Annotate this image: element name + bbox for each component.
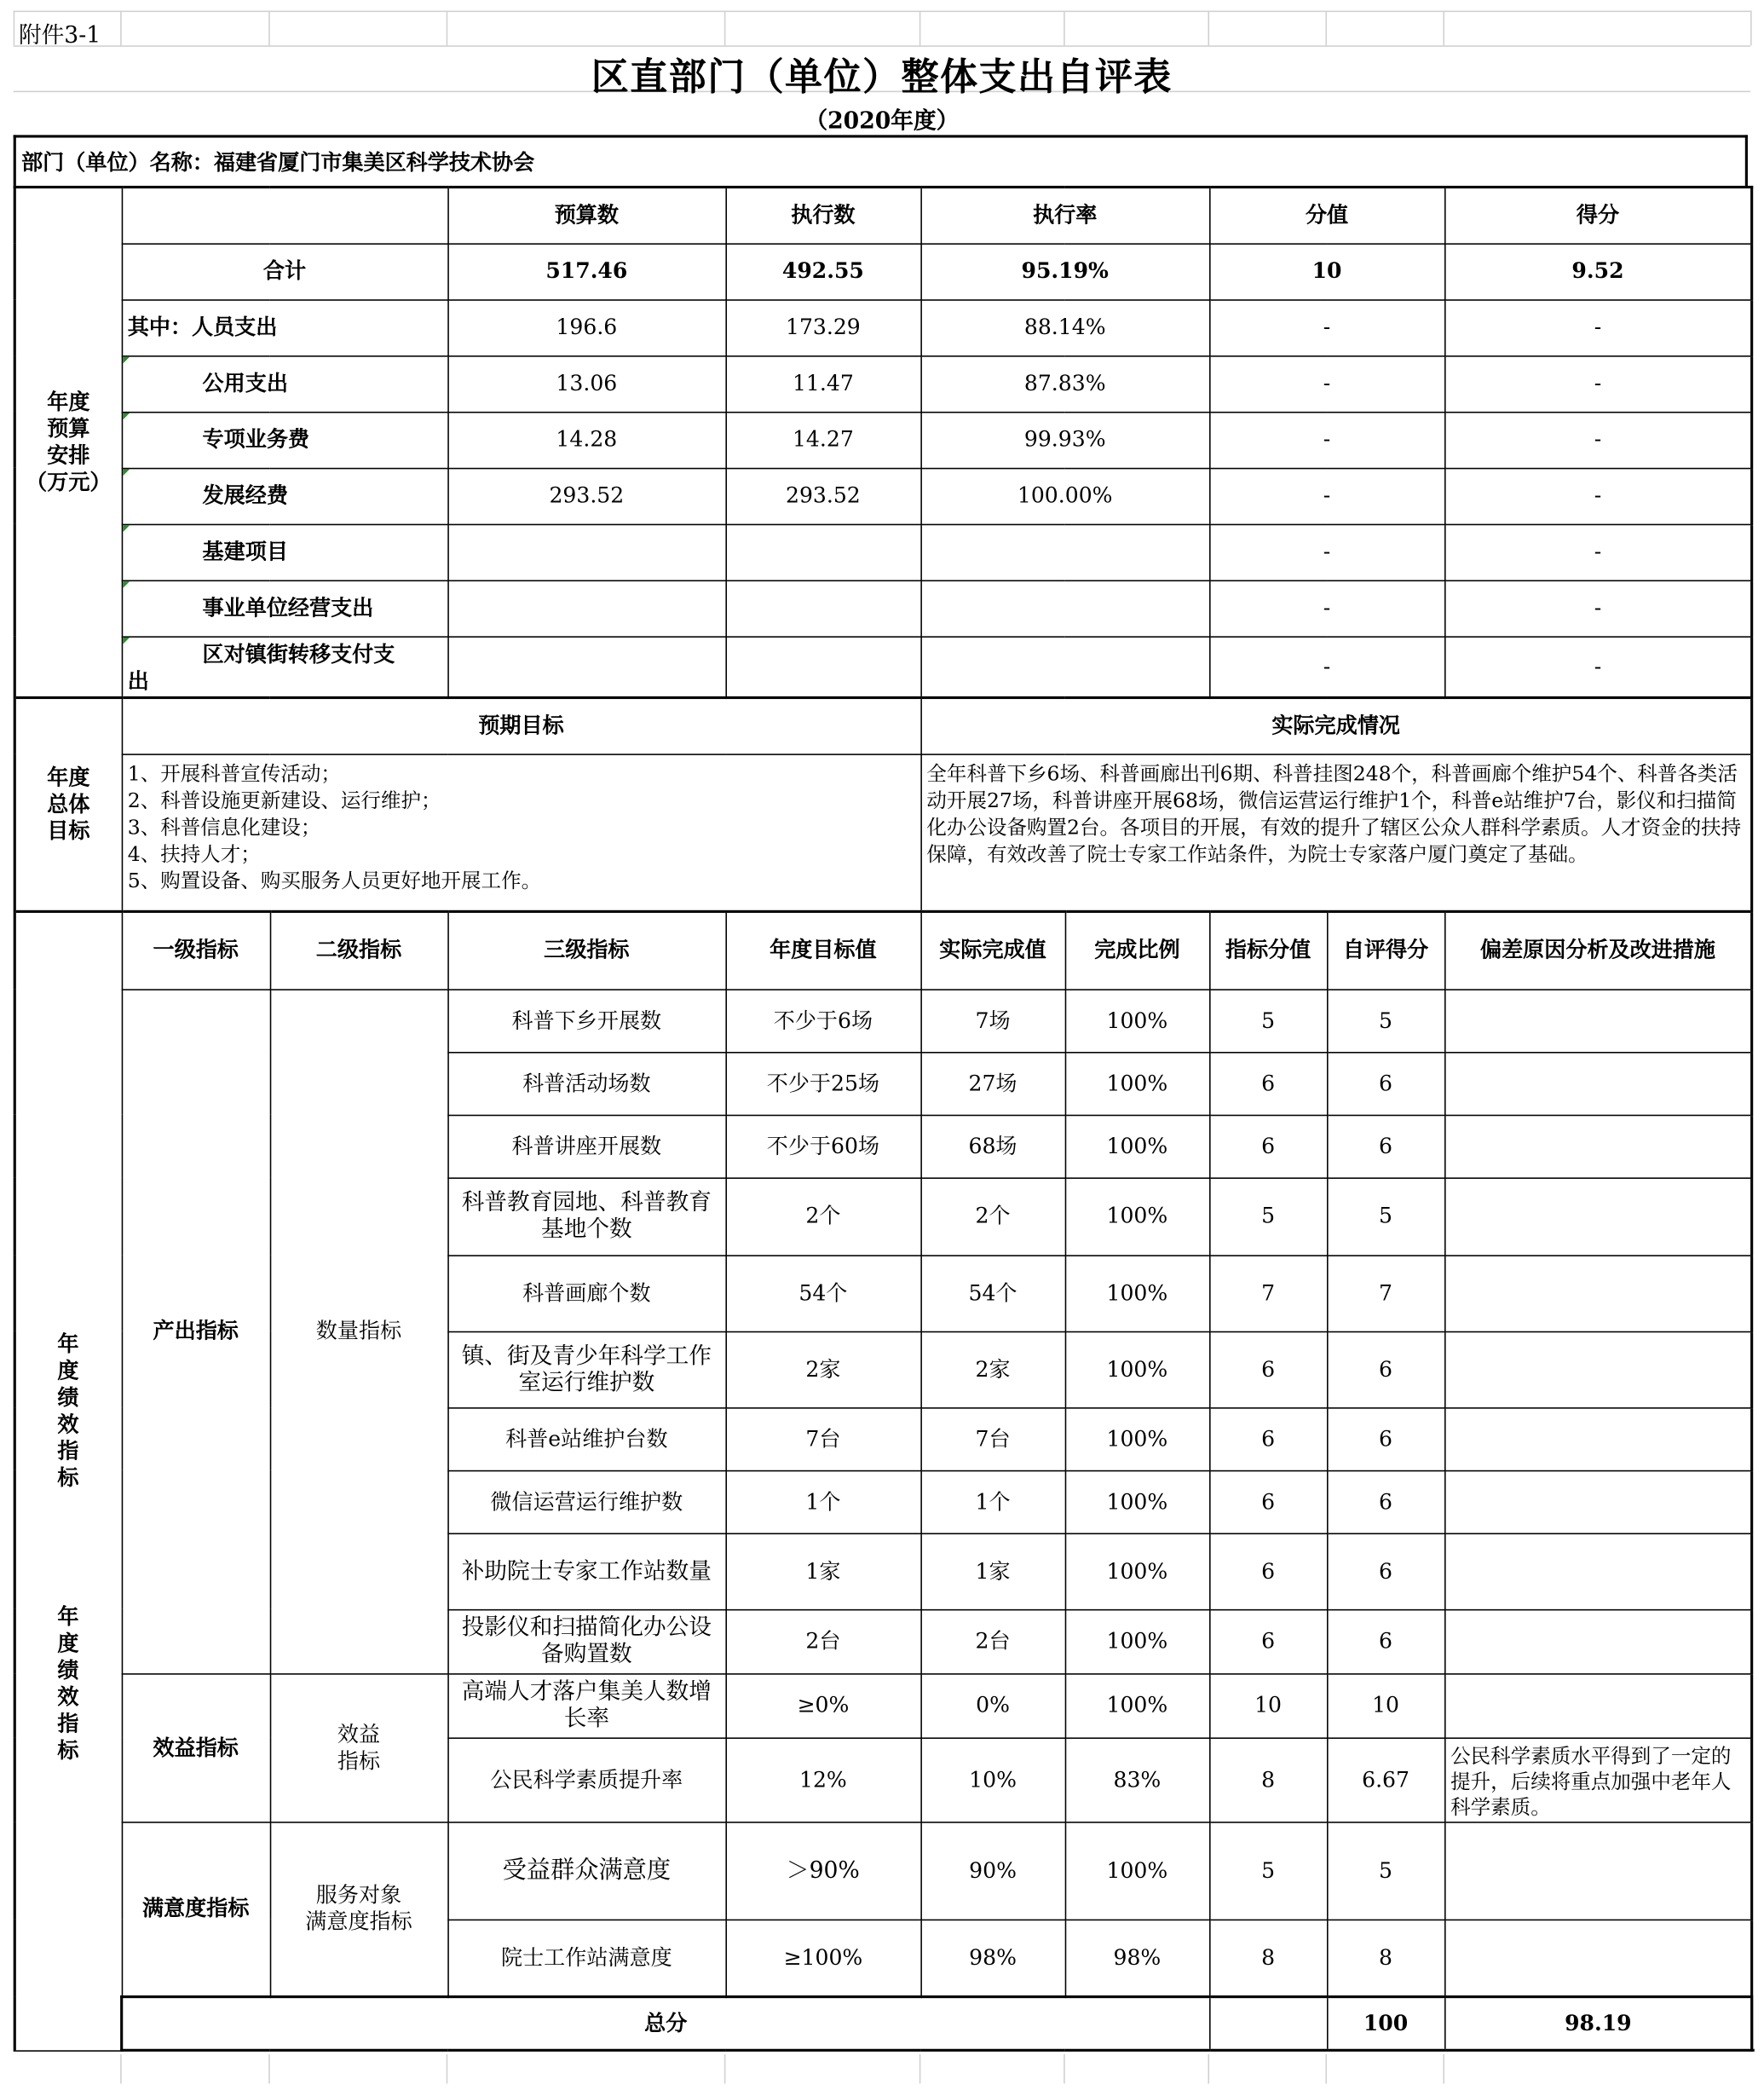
table-row: 补助院士专家工作站数量 1家 1家 100% 6 6 bbox=[14, 1533, 1751, 1608]
level1-satisfaction: 满意度指标 bbox=[122, 1822, 270, 1996]
level2-benefit: 效益 指标 bbox=[270, 1673, 448, 1822]
budget-row: 区对镇街转移支付支 出 - - bbox=[14, 636, 1751, 697]
actual-results-text: 全年科普下乡6场、科普画廊出刊6期、科普挂图248个，科普画廊个维护54个、科普各类活动开展27场，科普讲座开展68场，微信运营运行维护1个，科普e站维护7台，影仪和扫描简化办公设备购置2台。各项目的开展，有效的提升了辖区公众人群科学素质。人才资金的扶持保障，有效改善了院士专家工作站条件，为院士专家落户厦门奠定了基础。 bbox=[920, 754, 1751, 911]
department-name: 部门（单位）名称：福建省厦门市集美区科学技术协会 bbox=[14, 135, 1748, 186]
total-score: 98.19 bbox=[1444, 1997, 1752, 2051]
budget-row: 发展经费 293.52 293.52 100.00% - - bbox=[14, 468, 1751, 524]
table-row: 公民科学素质提升率 12% 10% 83% 8 6.67 公民科学素质水平得到了一定的提升，后续将重点加强中老年人科学素质。 bbox=[14, 1737, 1751, 1822]
grid-line bbox=[14, 45, 1750, 47]
col-header-ratio: 完成比例 bbox=[1065, 911, 1209, 989]
evaluation-table bbox=[14, 186, 1754, 2052]
rate-header: 执行率 bbox=[920, 188, 1209, 244]
score-header: 得分 bbox=[1444, 188, 1752, 244]
exec-header: 执行数 bbox=[725, 188, 920, 244]
level1-output: 产出指标 bbox=[122, 989, 270, 1673]
page-title: 区直部门（单位）整体支出自评表 bbox=[591, 55, 1173, 100]
budget-row: 其中：人员支出 196.6 173.29 88.14% - - bbox=[14, 299, 1751, 355]
grid-line bbox=[268, 11, 270, 46]
table-row: 效益指标 效益 指标 高端人才落户集美人数增长率 ≥0% 0% 100% 10 10 bbox=[14, 1673, 1751, 1737]
level1-benefit: 效益指标 bbox=[122, 1673, 270, 1822]
col-header-level1: 一级指标 bbox=[122, 911, 270, 989]
col-header-weight: 指标分值 bbox=[1209, 911, 1327, 989]
annex-label: 附件3-1 bbox=[18, 22, 101, 50]
grid-line bbox=[919, 2054, 921, 2083]
table-row: 科普讲座开展数 不少于60场 68场 100% 6 6 bbox=[14, 1115, 1751, 1178]
col-header-target: 年度目标值 bbox=[725, 911, 920, 989]
grid-line bbox=[14, 11, 15, 46]
grid-line bbox=[1208, 2054, 1209, 2083]
col-header-level3: 三级指标 bbox=[447, 911, 725, 989]
level2-satisfaction: 服务对象 满意度指标 bbox=[270, 1822, 448, 1996]
col-header-level2: 二级指标 bbox=[270, 911, 448, 989]
col-header-note: 偏差原因分析及改进措施 bbox=[1444, 911, 1752, 989]
grid-line bbox=[1064, 11, 1065, 46]
expected-goal-header: 预期目标 bbox=[122, 697, 921, 754]
budget-row: 事业单位经营支出 - - bbox=[14, 580, 1751, 637]
budget-section-label: 年度 预算 安排 （万元） bbox=[14, 188, 121, 698]
grid-line bbox=[724, 2054, 726, 2083]
year-subtitle: （2020年度） bbox=[804, 108, 960, 136]
performance-section-label: 年 度 绩 效 指 标 年 度 绩 效 指 标 bbox=[14, 911, 121, 2050]
table-row: 镇、街及青少年科学工作室运行维护数 2家 2家 100% 6 6 bbox=[14, 1331, 1751, 1407]
table-row: 科普e站维护台数 7台 7台 100% 6 6 bbox=[14, 1407, 1751, 1470]
table-row: 投影仪和扫描简化办公设备购置数 2台 2台 100% 6 6 bbox=[14, 1609, 1751, 1673]
grid-line bbox=[447, 11, 448, 46]
total-weight: 100 bbox=[1327, 1997, 1444, 2051]
table-row: 满意度指标 服务对象 满意度指标 受益群众满意度 ＞90% 90% 100% 5 5 bbox=[14, 1822, 1751, 1919]
table-row: 微信运营运行维护数 1个 1个 100% 6 6 bbox=[14, 1470, 1751, 1533]
level2-quantity: 数量指标 bbox=[270, 989, 448, 1673]
budget-header: 预算数 bbox=[447, 188, 725, 244]
grid-line bbox=[1064, 2054, 1065, 2083]
grid-line bbox=[1208, 11, 1209, 46]
grid-line bbox=[919, 11, 921, 46]
table-row: 科普教育园地、科普教育基地个数 2个 2个 100% 5 5 bbox=[14, 1177, 1751, 1255]
table-row: 科普画廊个数 54个 54个 100% 7 7 bbox=[14, 1255, 1751, 1331]
budget-row: 基建项目 - - bbox=[14, 524, 1751, 580]
budget-row: 专项业务费 14.28 14.27 99.93% - - bbox=[14, 412, 1751, 468]
grid-line bbox=[120, 11, 122, 46]
deviation-note: 公民科学素质水平得到了一定的提升，后续将重点加强中老年人科学素质。 bbox=[1444, 1737, 1752, 1822]
grid-line bbox=[1443, 11, 1444, 46]
table-row: 科普活动场数 不少于25场 27场 100% 6 6 bbox=[14, 1052, 1751, 1115]
table-row: 院士工作站满意度 ≥100% 98% 98% 8 8 bbox=[14, 1920, 1751, 1997]
budget-row: 公用支出 13.06 11.47 87.83% - - bbox=[14, 355, 1751, 412]
grid-line bbox=[1443, 2054, 1444, 2083]
score-value-header: 分值 bbox=[1209, 188, 1444, 244]
grid-line bbox=[724, 11, 726, 46]
grid-line bbox=[120, 2054, 122, 2083]
total-row bbox=[14, 1997, 1751, 2051]
goals-section-label: 年度 总体 目标 bbox=[14, 697, 121, 911]
col-header-actual: 实际完成值 bbox=[920, 911, 1064, 989]
grid-line bbox=[1750, 11, 1752, 46]
grid-line bbox=[268, 2054, 270, 2083]
actual-result-header: 实际完成情况 bbox=[920, 697, 1751, 754]
grid-line bbox=[1325, 2054, 1327, 2083]
total-label: 总分 bbox=[122, 1997, 1209, 2051]
col-header-score: 自评得分 bbox=[1327, 911, 1444, 989]
table-row: 产出指标 数量指标 科普下乡开展数 不少于6场 7场 100% 5 5 bbox=[14, 989, 1751, 1052]
budget-row-total: 合计 517.46 492.55 95.19% 10 9.52 bbox=[14, 243, 1751, 299]
grid-line bbox=[14, 11, 1750, 13]
expected-goals-text: 1、开展科普宣传活动； 2、科普设施更新建设、运行维护； 3、科普信息化建设； 4、扶持人才； 5、购置设备、购买服务人员更好地开展工作。 bbox=[122, 754, 921, 911]
grid-line bbox=[1325, 11, 1327, 46]
grid-line bbox=[447, 2054, 448, 2083]
